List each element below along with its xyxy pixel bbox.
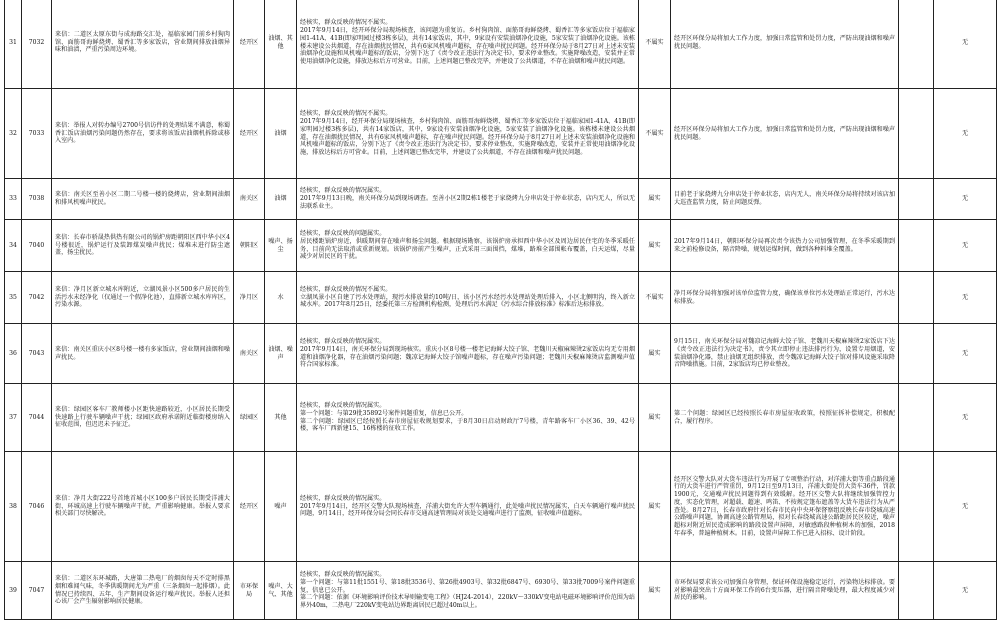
table-row [5, 89, 997, 179]
row-number: 37 [5, 384, 22, 452]
extra [899, 220, 934, 272]
pollution-type: 噪声、大气、其他 [265, 562, 297, 620]
extra [899, 0, 934, 89]
verification: 经核实，群众反映的情况不属实。 立湖凤景小区自建了污水处理站，现污水排放量约10吨/日，该小区污水经污水处理站处理后排入，小区北侧明沟，终入新立城水库。2017年8月25日，经委托第三方检测机构检测，处理后污水满足《污水综合排放标准》标准后达标排放。 [297, 272, 639, 324]
complaint-content: 来信：净月大街222号首地首城小区100多户居民长期受洋浦大街、环城高速上行驶车辆噪声干扰，严重影响健康。举报人要求相关部门尽快解决。 [52, 452, 234, 562]
handling: 市环保局要求该公司加强自身管理，保证环保设施稳定运行，污染物达标排放。要对影响最突出十方面环保工作的6台变压器，进行隔音降噪处理，最大程度减少对居民的影响。 [671, 562, 899, 620]
accountability: 无 [934, 179, 997, 220]
accountability: 无 [934, 0, 997, 89]
pollution-type: 其他 [265, 384, 297, 452]
table-row [5, 179, 997, 220]
extra [899, 324, 934, 384]
handling: 净月环保分局将加强对该单位监管力度，确保该单位污水处理站正常运行，污水达标排放。 [671, 272, 899, 324]
case-id: 7047 [22, 562, 52, 620]
pollution-type: 噪声、扬尘 [265, 220, 297, 272]
verification: 经核实，群众反映的情况属实。 第一个问题：与第11批1551号、第18批3536号、第26批4903号、第32批6847号、6930号、第33批7009号案件问题重复，信息已公开。 第二个问题：依据《环境影响评价技术导则输变电工程》（HJ24-2014），220kV～330kV变电站电磁环境影响评价范围为站界外40m，二热电厂220kV变电站边界距离居民已超过40m以上。 [297, 562, 639, 620]
case-id: 7042 [22, 272, 52, 324]
district: 经开区 [234, 0, 265, 89]
case-id: 7043 [22, 324, 52, 384]
table-row [5, 452, 997, 562]
verification: 经核实，群众反映的问题属实。 居民楼距锅炉房近，供暖期间存在噪声和扬尘问题。根据现场勘察，该锅炉房承担西中华小区及周边居民住宅的冬季采暖任务，目前尚无法取消或重新规划。该锅炉房前产生噪声，正式采用三面围挡，煤堆，路堆全部围帐布覆盖，白天运煤，尽量减少对居民区的干扰。 [297, 220, 639, 272]
pollution-type: 油烟、噪声 [265, 324, 297, 384]
verification: 经核实，群众反映的情况属实。 2017年9月14日，经开区交警大队现场核查，洋浦大街允许大型车辆通行，此处噪声扰民情况属实，白天车辆通行噪声扰民问题，9月14日，经开环保分局会同长春市交通高速管理局对该处交通噪声进行了监测，征收噪声值超标。 [297, 452, 639, 562]
pollution-type: 水 [265, 272, 297, 324]
district: 南关区 [234, 179, 265, 220]
extra [899, 562, 934, 620]
result: 不属实 [639, 0, 671, 89]
complaint-content: 来信：二道区太原东街与成海路交汇处，福临家园门前乡村狗肉馆、面筋哥海鲜烧烤、蜀香汇等多家饭店，营业期间排放油烟异味和油渍，严重污染周边环境。 [52, 0, 234, 89]
extra [899, 89, 934, 179]
case-id: 7038 [22, 179, 52, 220]
pollution-type: 油烟 [265, 179, 297, 220]
pollution-type: 油烟 [265, 89, 297, 179]
accountability: 无 [934, 220, 997, 272]
row-number: 31 [5, 0, 22, 89]
result: 不属实 [639, 89, 671, 179]
accountability: 无 [934, 562, 997, 620]
verification: 经核实，群众反映的情况属实。 2017年9月14日，南关环保分局到现场核实。重庆小区8号楼一楼老记海鲜大饺子馆、老魏川天椒麻辣烫2家饭店均无专用烟道和油烟净化器，存在油烟污染问题；魏凉记海鲜大饺子馆噪声超标，存在噪声污染问题；老魏川天椒麻辣烫店监测噪声值符合国家标准。 [297, 324, 639, 384]
table-row [5, 0, 997, 89]
result: 不属实 [639, 272, 671, 324]
complaint-table [4, 0, 997, 620]
handling: 经开区环保分局将加大工作力度，加强日常监管和处罚力度，严防出现油烟和噪声扰民问题。 [671, 89, 899, 179]
pollution-type: 油烟、其他 [265, 0, 297, 89]
row-number: 34 [5, 220, 22, 272]
verification: 经核实，群众反映的情况属实。 第一个问题：与第29批35892号案件问题重复，信息已公开。 第二个问题：绿园区已经按照长春市房屋征收规划要求，于8月30日启动财政厅7号楼，青年路客车厂小区36、39、42号楼，客车厂西新建15、16栋楼的征收工作。 [297, 384, 639, 452]
extra [899, 384, 934, 452]
result: 属实 [639, 384, 671, 452]
accountability: 无 [934, 89, 997, 179]
district: 南关区 [234, 324, 265, 384]
handling: 第二个问题：绿园区已经按照长春市房屋征收政策，按照征拆补偿规定，积极配合，履行程序。 [671, 384, 899, 452]
table-row [5, 272, 997, 324]
case-id: 7033 [22, 89, 52, 179]
accountability: 无 [934, 272, 997, 324]
case-id: 7044 [22, 384, 52, 452]
complaint-content: 来信：南关区重庆小区8号楼一楼有多家饭店，营业期间油烟和噪声扰民。 [52, 324, 234, 384]
extra [899, 179, 934, 220]
handling: 经开区交警大队对大货车违法行为开展了专项整治行动，对洋浦大街等重点路段通行的大货车进行严管重罚，9月12日至9月13日，洋浦大街处罚大货车36件，罚款1900元，交通噪声扰民问题得到有效缓解。经开区交警大队将继续加强管控力度，实态化管理，对超载、超速、鸣笛、不按规定篷布遮盖等大货车违法行为从严查处。8月27日，长春市政府针对长春市民向中央环保督察组反映长春市绕城高速公路噪声问题，协调高速公路管理局，拟对长春绕城高速公路距居民区较近，噪声超标对附近居民造成影响的路段设置声屏障，对敏感路段种植树木的加强，2018年春季，普遍种植树木。目前，设置声屏障工作已进入招标、设计阶段。 [671, 452, 899, 562]
district: 经开区 [234, 452, 265, 562]
verification: 经核实，群众反映的情况不属实。 2017年9月14日，经开环保分局现场核查，乡村狗肉馆、面筋哥海鲜烧烤、蜀香汇等多家饭店位于福临家园1-41A、41B(即家明园过楼3栋多层)，共有14家饭店，其中，9家设有安装油烟净化设施，5家安装了油烟净化设施。该栋楼未建设公共烟道，存在油烟扰民情况，共有6家风机噪声超标，存在噪声扰民问题。经开环保分局于8月27日对上述未安装油烟净化设施和风机噪声超标的饭店，分别下达了《责令改正违法行为决定书》，要求停业整改，实施降噪改造，安装并正常使用油烟净化设施，排放达标后方可营业。目前，上述问题已整改完毕，并建设了公共烟道，不存在油烟和噪声扰民问题。 [297, 89, 639, 179]
complaint-content: 来信：二道区东环城路，大唐第二热电厂的烟囱每天不定时排黑烟和难闻气味，冬季供暖期间尤为严重（三条烟囱一起排烟）。此情况已持续四、五年，生产期间设备运行噪声扰民。举报人还担心该厂会产生辐射影响居民健康。 [52, 562, 234, 620]
handling: 目前老于家烧烤九分串店处于停业状态，店内无人，南关环保分局将持续对该店加大巡查监管力度，防止问题反弹。 [671, 179, 899, 220]
case-id: 7046 [22, 452, 52, 562]
handling: 9月15日，南关环保分局对魏凉记海鲜大饺子馆、老魏川天椒麻辣烫2家饭店下达《责令改正违法行为决定书》，责令其立即停止违法排污行为，设置专用烟道，安装油烟净化器，禁止油烟无组织排放，责令魏凉记海鲜大饺子馆对排风设施采取降音降噪措施。目前，2家饭店均已停业整改。 [671, 324, 899, 384]
table-row [5, 324, 997, 384]
handling: 经开区环保分局将加大工作力度，加强日常监管和处罚力度，严防出现油烟和噪声扰民问题。 [671, 0, 899, 89]
district: 朝阳区 [234, 220, 265, 272]
row-number: 38 [5, 452, 22, 562]
complaint-content: 来信：绿园区客车厂教师楼小区距快速路较近，小区居民长期受快速路上行驶车辆噪声干扰；绿园区政府承诺附近临街楼房纳入征收范围，但迟迟未予征迁。 [52, 384, 234, 452]
result: 属实 [639, 324, 671, 384]
row-number: 35 [5, 272, 22, 324]
district: 净月区 [234, 272, 265, 324]
result: 属实 [639, 562, 671, 620]
complaint-content: 来信：长春市骄晟热供热有限公司的锅炉房距朝阳区西中华小区4号楼很近，锅炉运行及装卸煤炭噪声扰民；煤堆未进行防尘遮盖，扬尘扰民。 [52, 220, 234, 272]
row-number: 33 [5, 179, 22, 220]
table-row [5, 562, 997, 620]
accountability: 无 [934, 384, 997, 452]
verification: 经核实，群众反映的情况不属实。 2017年9月14日，经开环保分局现场核查，该问题为重复访。乡村狗肉馆、面筋哥海鲜烧烤、蜀香汇等多家饭店位于福临家园1-41A、41B(即家明园过楼3栋多层)，共有14家饭店，其中，9家设有安装油烟净化设施，5家安装了油烟净化设施。该栋楼未建设公共烟道，存在油烟扰民情况，共有6家风机噪声超标，存在噪声扰民问题。经开环保分局于8月27日对上述未安装油烟净化设施和风机噪声超标的饭店，分别下达了《责令改正违法行为决定书》，要求停业整改。实施降噪改造，安装并正常使用油烟净化设施，排放达标后方可营业。目前，上述问题已整改完毕，并建设了公共烟道，不存在油烟和噪声扰民问题。 [297, 0, 639, 89]
handling: 2017年9月14日，朝阳环保分局再次责令该热力公司加强管理，在冬季采暖期到来之前检修设备，隔音降噪，规划运煤时间，做到各种料堆全覆盖。 [671, 220, 899, 272]
pollution-type: 噪声 [265, 452, 297, 562]
district: 市环保局 [234, 562, 265, 620]
complaint-content: 来信：南关区至善小区二期二号楼一楼的烧烤店，营业期间油烟和排风机噪声扰民。 [52, 179, 234, 220]
extra [899, 452, 934, 562]
verification: 经核实，群众反映的情况属实。 2017年9月13日晚，南关环保分局到现场调查。至善小区2期2栋1楼老于家烧烤九分串店处于停业状态，店内无人，所以无法联系业主。 [297, 179, 639, 220]
case-id: 7040 [22, 220, 52, 272]
table-row [5, 220, 997, 272]
case-id: 7032 [22, 0, 52, 89]
table-row [5, 384, 997, 452]
complaint-content: 来信：净月区新立城水库附近，立湖凤景小区500多户居民的生活污水未经净化（仅通过一个假净化池），直排新立城水库库区，污染水源。 [52, 272, 234, 324]
accountability: 无 [934, 452, 997, 562]
row-number: 32 [5, 89, 22, 179]
district: 经开区 [234, 89, 265, 179]
row-number: 36 [5, 324, 22, 384]
result: 属实 [639, 452, 671, 562]
district: 绿园区 [234, 384, 265, 452]
row-number: 39 [5, 562, 22, 620]
complaint-content: 来信：举报人对转办编号2700号信访件的处理结果不满意，称蜀香汇饭店油烟污染问题仍然存在，要求将该饭店油烟机拆除或移入室内。 [52, 89, 234, 179]
result: 属实 [639, 220, 671, 272]
extra [899, 272, 934, 324]
result: 属实 [639, 179, 671, 220]
accountability: 无 [934, 324, 997, 384]
